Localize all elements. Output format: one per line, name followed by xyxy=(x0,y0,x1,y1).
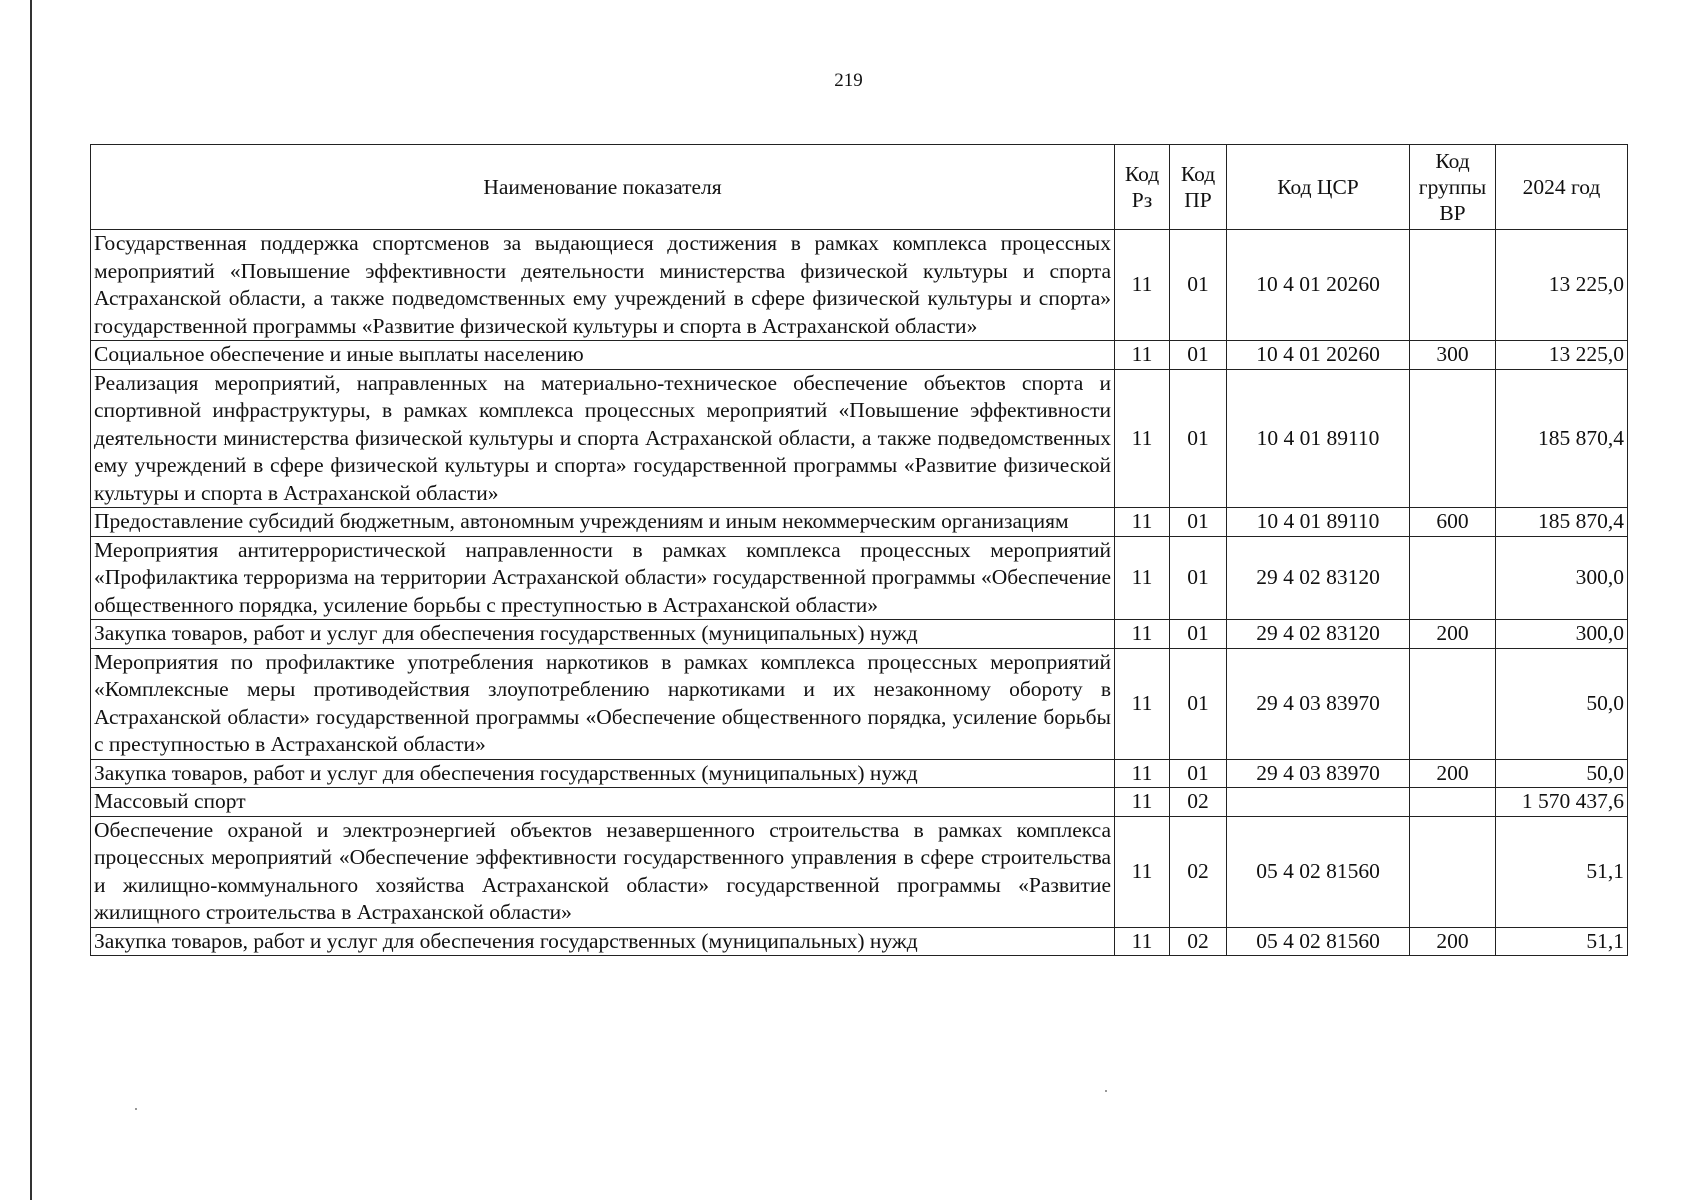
row-code-rz: 11 xyxy=(1115,927,1170,956)
row-code-vr: 200 xyxy=(1410,927,1496,956)
table-header xyxy=(91,145,1628,230)
row-name: Мероприятия по профилактике употребления наркотиков в рамках комплекса процессных мероприятий «Комплексные меры противодействия злоупотреблению наркотиками и их незаконному обороту в Астраханской области» государственной программы «Обеспечение общественного порядка, усиление борьбы с преступностью в Астраханской области» xyxy=(91,648,1115,759)
row-code-pr: 02 xyxy=(1170,788,1227,817)
table-row xyxy=(91,369,1628,508)
row-code-csr: 05 4 02 81560 xyxy=(1227,816,1410,927)
row-code-rz: 11 xyxy=(1115,648,1170,759)
row-code-pr: 01 xyxy=(1170,536,1227,620)
row-amount: 51,1 xyxy=(1496,816,1628,927)
row-code-pr: 01 xyxy=(1170,508,1227,537)
scan-binding-edge xyxy=(30,0,32,1200)
row-code-rz: 11 xyxy=(1115,816,1170,927)
row-amount: 300,0 xyxy=(1496,536,1628,620)
row-amount: 51,1 xyxy=(1496,927,1628,956)
page-number xyxy=(0,70,1697,92)
row-amount: 1 570 437,6 xyxy=(1496,788,1628,817)
row-code-pr: 01 xyxy=(1170,648,1227,759)
row-code-csr xyxy=(1227,788,1410,817)
row-code-vr xyxy=(1410,816,1496,927)
row-code-csr: 29 4 02 83120 xyxy=(1227,620,1410,649)
row-code-csr: 29 4 03 83970 xyxy=(1227,759,1410,788)
table-row xyxy=(91,341,1628,370)
header-year-2024: 2024 год xyxy=(1496,145,1628,230)
row-code-pr: 02 xyxy=(1170,816,1227,927)
scan-speck xyxy=(1105,1090,1107,1092)
row-amount: 50,0 xyxy=(1496,759,1628,788)
table-row xyxy=(91,620,1628,649)
row-code-csr: 10 4 01 20260 xyxy=(1227,341,1410,370)
row-name: Обеспечение охраной и электроэнергией объектов незавершенного строительства в рамках комплекса процессных мероприятий «Обеспечение эффективности государственного управления в сфере строительства и жилищно-коммунального хозяйства Астраханской области» государственной программы «Развитие жилищного строительства в Астраханской области» xyxy=(91,816,1115,927)
row-code-rz: 11 xyxy=(1115,230,1170,341)
header-name: Наименование показателя xyxy=(91,145,1115,230)
table-row xyxy=(91,759,1628,788)
row-code-vr: 600 xyxy=(1410,508,1496,537)
header-row xyxy=(91,145,1628,230)
row-amount: 13 225,0 xyxy=(1496,341,1628,370)
row-code-rz: 11 xyxy=(1115,508,1170,537)
page-number-text: 219 xyxy=(834,70,863,91)
row-amount: 300,0 xyxy=(1496,620,1628,649)
table-row xyxy=(91,788,1628,817)
row-code-csr: 10 4 01 89110 xyxy=(1227,508,1410,537)
row-name: Мероприятия антитеррористической направленности в рамках комплекса процессных мероприятий «Профилактика терроризма на территории Астраханской области» государственной программы «Обеспечение общественного порядка, усиление борьбы с преступностью в Астраханской области» xyxy=(91,536,1115,620)
row-name: Закупка товаров, работ и услуг для обеспечения государственных (муниципальных) нужд xyxy=(91,759,1115,788)
row-code-csr: 29 4 03 83970 xyxy=(1227,648,1410,759)
row-code-rz: 11 xyxy=(1115,536,1170,620)
header-code-pr: Код ПР xyxy=(1170,145,1227,230)
row-name: Государственная поддержка спортсменов за выдающиеся достижения в рамках комплекса процессных мероприятий «Повышение эффективности деятельности министерства физической культуры и спорта Астраханской области, а также подведомственных ему учреждений в сфере физической культуры и спорта» государственной программы «Развитие физической культуры и спорта в Астраханской области» xyxy=(91,230,1115,341)
header-code-csr: Код ЦСР xyxy=(1227,145,1410,230)
row-code-csr: 10 4 01 89110 xyxy=(1227,369,1410,508)
scan-speck xyxy=(135,1108,137,1110)
row-code-pr: 01 xyxy=(1170,620,1227,649)
row-code-vr xyxy=(1410,369,1496,508)
row-code-vr xyxy=(1410,788,1496,817)
row-code-vr xyxy=(1410,536,1496,620)
row-code-rz: 11 xyxy=(1115,620,1170,649)
budget-table xyxy=(90,144,1628,956)
header-code-rz: Код Рз xyxy=(1115,145,1170,230)
table-row xyxy=(91,508,1628,537)
row-amount: 185 870,4 xyxy=(1496,508,1628,537)
row-code-pr: 02 xyxy=(1170,927,1227,956)
table-row xyxy=(91,816,1628,927)
row-amount: 13 225,0 xyxy=(1496,230,1628,341)
row-code-vr: 300 xyxy=(1410,341,1496,370)
table-row xyxy=(91,536,1628,620)
row-code-rz: 11 xyxy=(1115,788,1170,817)
row-amount: 50,0 xyxy=(1496,648,1628,759)
row-name: Массовый спорт xyxy=(91,788,1115,817)
header-code-vr: Код группы ВР xyxy=(1410,145,1496,230)
row-name: Предоставление субсидий бюджетным, автономным учреждениям и иным некоммерческим организациям xyxy=(91,508,1115,537)
row-code-rz: 11 xyxy=(1115,759,1170,788)
row-code-vr xyxy=(1410,230,1496,341)
row-code-rz: 11 xyxy=(1115,369,1170,508)
table-row xyxy=(91,648,1628,759)
row-code-csr: 05 4 02 81560 xyxy=(1227,927,1410,956)
table-body xyxy=(91,230,1628,956)
table-row xyxy=(91,927,1628,956)
row-code-csr: 29 4 02 83120 xyxy=(1227,536,1410,620)
row-code-vr: 200 xyxy=(1410,759,1496,788)
row-code-vr xyxy=(1410,648,1496,759)
row-code-csr: 10 4 01 20260 xyxy=(1227,230,1410,341)
row-name: Социальное обеспечение и иные выплаты населению xyxy=(91,341,1115,370)
row-name: Закупка товаров, работ и услуг для обеспечения государственных (муниципальных) нужд xyxy=(91,620,1115,649)
table-row xyxy=(91,230,1628,341)
row-code-vr: 200 xyxy=(1410,620,1496,649)
row-code-rz: 11 xyxy=(1115,341,1170,370)
row-code-pr: 01 xyxy=(1170,369,1227,508)
row-name: Реализация мероприятий, направленных на материально-техническое обеспечение объектов спорта и спортивной инфраструктуры, в рамках комплекса процессных мероприятий «Повышение эффективности деятельности министерства физической культуры и спорта Астраханской области, а также подведомственных ему учреждений в сфере физической культуры и спорта» государственной программы «Развитие физической культуры и спорта в Астраханской области» xyxy=(91,369,1115,508)
row-code-pr: 01 xyxy=(1170,341,1227,370)
row-code-pr: 01 xyxy=(1170,759,1227,788)
row-name: Закупка товаров, работ и услуг для обеспечения государственных (муниципальных) нужд xyxy=(91,927,1115,956)
row-amount: 185 870,4 xyxy=(1496,369,1628,508)
row-code-pr: 01 xyxy=(1170,230,1227,341)
